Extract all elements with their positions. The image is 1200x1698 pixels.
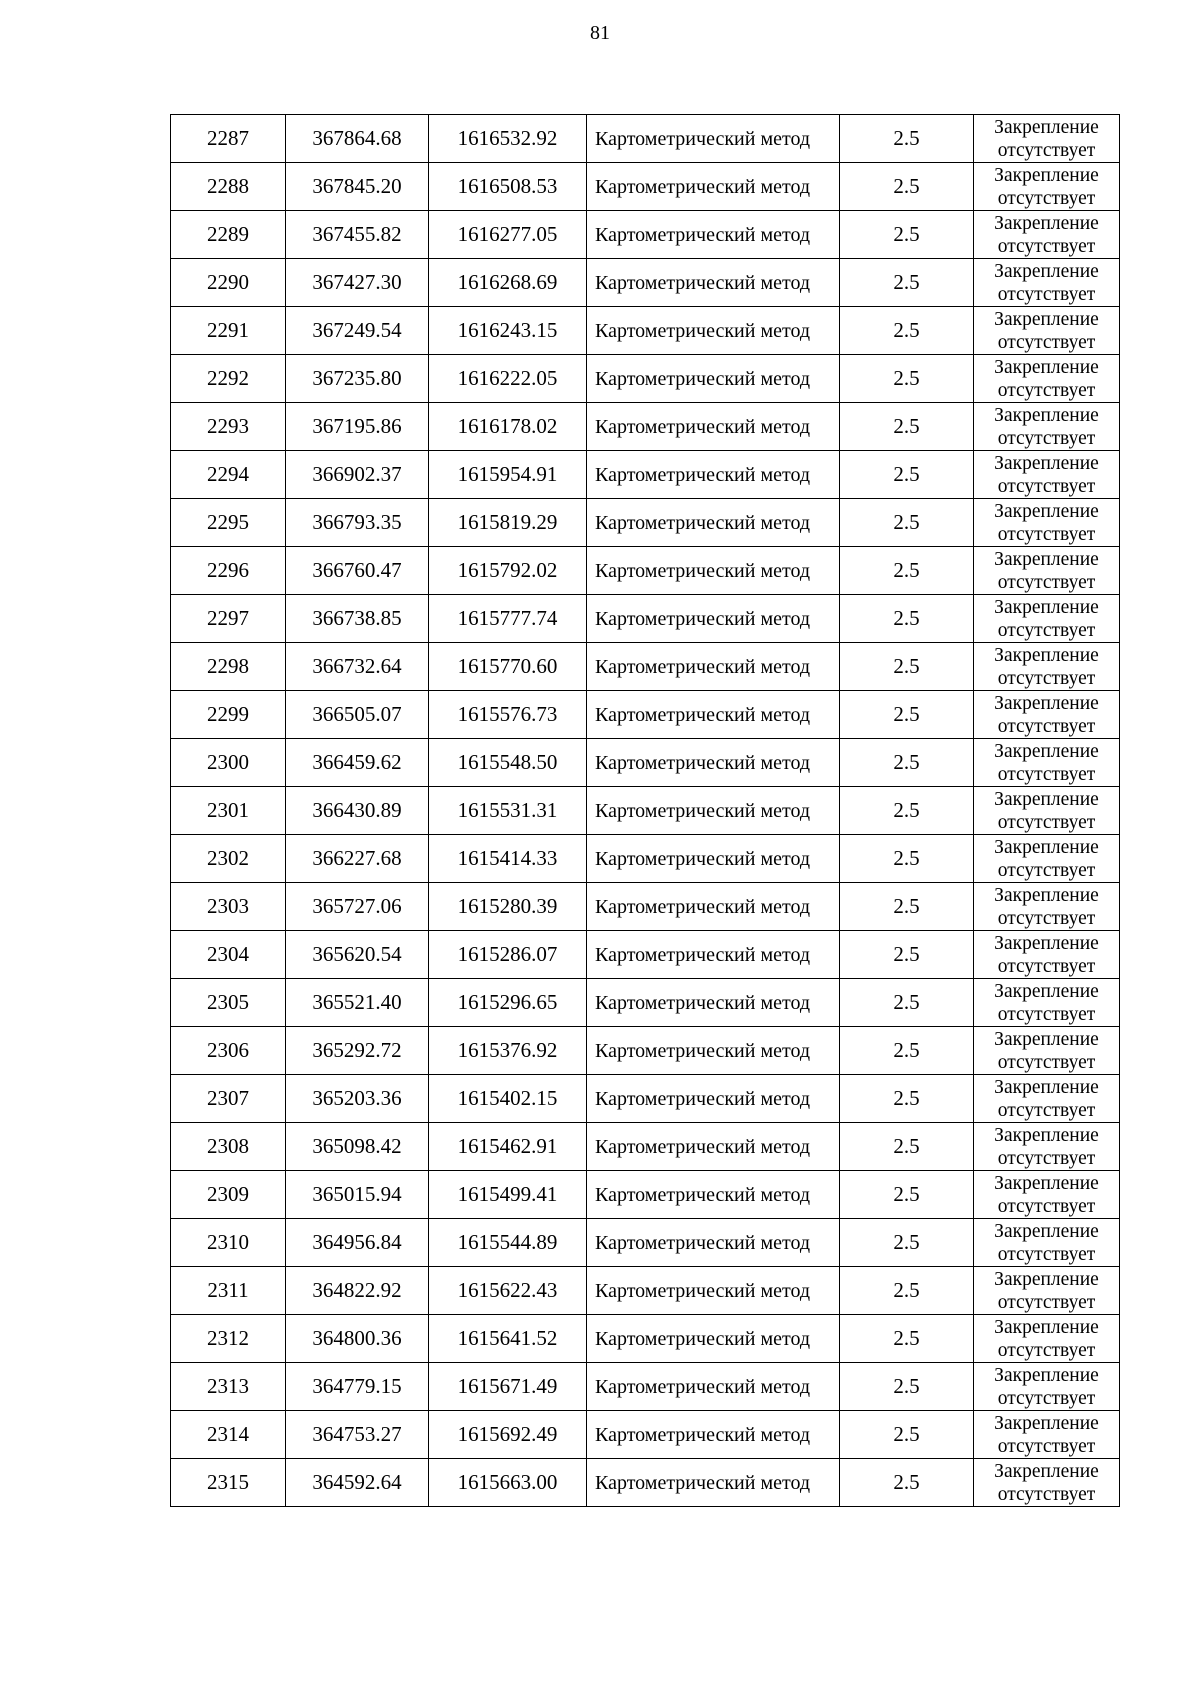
coordinate-y-cell: 1615671.49 — [429, 1363, 587, 1411]
table-row — [171, 211, 1120, 259]
method-cell: Картометрический метод — [587, 115, 840, 163]
fixation-line-1: Закрепление — [994, 1412, 1099, 1434]
coordinate-y-cell: 1615280.39 — [429, 883, 587, 931]
accuracy-cell: 2.5 — [840, 1027, 974, 1075]
fixation-cell — [974, 163, 1120, 211]
fixation-line-1: Закрепление — [994, 500, 1099, 522]
fixation-line-2: отсутствует — [997, 1243, 1096, 1265]
table-body — [171, 115, 1120, 1507]
table-row — [171, 787, 1120, 835]
accuracy-cell: 2.5 — [840, 787, 974, 835]
point-number-cell: 2309 — [171, 1171, 286, 1219]
table-row — [171, 1315, 1120, 1363]
coordinate-x-cell: 365292.72 — [286, 1027, 429, 1075]
point-number-cell: 2288 — [171, 163, 286, 211]
coordinate-y-cell: 1616178.02 — [429, 403, 587, 451]
coordinate-x-cell: 366760.47 — [286, 547, 429, 595]
point-number-cell: 2307 — [171, 1075, 286, 1123]
point-number-cell: 2294 — [171, 451, 286, 499]
fixation-line-2: отсутствует — [997, 283, 1096, 305]
accuracy-cell: 2.5 — [840, 499, 974, 547]
fixation-line-1: Закрепление — [994, 1028, 1099, 1050]
table-row — [171, 1027, 1120, 1075]
fixation-line-2: отсутствует — [997, 187, 1096, 209]
coordinate-y-cell: 1615414.33 — [429, 835, 587, 883]
point-number-cell: 2292 — [171, 355, 286, 403]
fixation-cell — [974, 1267, 1120, 1315]
fixation-line-1: Закрепление — [994, 740, 1099, 762]
fixation-line-1: Закрепление — [994, 644, 1099, 666]
fixation-cell — [974, 595, 1120, 643]
fixation-cell — [974, 1459, 1120, 1507]
fixation-cell — [974, 403, 1120, 451]
fixation-cell — [974, 691, 1120, 739]
table-row — [171, 403, 1120, 451]
point-number-cell: 2312 — [171, 1315, 286, 1363]
fixation-line-2: отсутствует — [997, 1099, 1096, 1121]
accuracy-cell: 2.5 — [840, 835, 974, 883]
page-number: 81 — [590, 22, 610, 44]
accuracy-cell: 2.5 — [840, 595, 974, 643]
coordinate-x-cell: 367195.86 — [286, 403, 429, 451]
accuracy-cell: 2.5 — [840, 1171, 974, 1219]
coordinate-y-cell: 1615286.07 — [429, 931, 587, 979]
accuracy-cell: 2.5 — [840, 1123, 974, 1171]
fixation-line-2: отсутствует — [997, 1051, 1096, 1073]
accuracy-cell: 2.5 — [840, 1459, 974, 1507]
fixation-cell — [974, 739, 1120, 787]
fixation-cell — [974, 355, 1120, 403]
accuracy-cell: 2.5 — [840, 739, 974, 787]
fixation-cell — [974, 1315, 1120, 1363]
fixation-line-1: Закрепление — [994, 1268, 1099, 1290]
accuracy-cell: 2.5 — [840, 403, 974, 451]
fixation-line-1: Закрепление — [994, 212, 1099, 234]
coordinate-x-cell: 365620.54 — [286, 931, 429, 979]
accuracy-cell: 2.5 — [840, 979, 974, 1027]
table-row — [171, 1123, 1120, 1171]
fixation-cell — [974, 1123, 1120, 1171]
fixation-line-2: отсутствует — [997, 1147, 1096, 1169]
point-number-cell: 2290 — [171, 259, 286, 307]
coordinate-x-cell: 364753.27 — [286, 1411, 429, 1459]
fixation-line-2: отсутствует — [997, 619, 1096, 641]
method-cell: Картометрический метод — [587, 1459, 840, 1507]
accuracy-cell: 2.5 — [840, 931, 974, 979]
fixation-line-2: отсутствует — [997, 427, 1096, 449]
fixation-line-2: отсутствует — [997, 475, 1096, 497]
accuracy-cell: 2.5 — [840, 307, 974, 355]
method-cell: Картометрический метод — [587, 547, 840, 595]
fixation-line-2: отсутствует — [997, 235, 1096, 257]
point-number-cell: 2303 — [171, 883, 286, 931]
coordinate-x-cell: 367249.54 — [286, 307, 429, 355]
coordinate-x-cell: 365727.06 — [286, 883, 429, 931]
coordinate-y-cell: 1616222.05 — [429, 355, 587, 403]
fixation-line-2: отсутствует — [997, 763, 1096, 785]
accuracy-cell: 2.5 — [840, 547, 974, 595]
table-row — [171, 307, 1120, 355]
table-row — [171, 1411, 1120, 1459]
method-cell: Картометрический метод — [587, 1315, 840, 1363]
method-cell: Картометрический метод — [587, 835, 840, 883]
coordinate-y-cell: 1615777.74 — [429, 595, 587, 643]
table-row — [171, 163, 1120, 211]
fixation-cell — [974, 211, 1120, 259]
table-row — [171, 835, 1120, 883]
accuracy-cell: 2.5 — [840, 1411, 974, 1459]
coordinate-y-cell: 1615548.50 — [429, 739, 587, 787]
table-row — [171, 451, 1120, 499]
method-cell: Картометрический метод — [587, 211, 840, 259]
point-number-cell: 2310 — [171, 1219, 286, 1267]
fixation-line-2: отсутствует — [997, 1195, 1096, 1217]
fixation-line-2: отсутствует — [997, 859, 1096, 881]
table-row — [171, 979, 1120, 1027]
table-row — [171, 355, 1120, 403]
fixation-cell — [974, 1363, 1120, 1411]
table-row — [171, 643, 1120, 691]
table-row — [171, 931, 1120, 979]
point-number-cell: 2306 — [171, 1027, 286, 1075]
method-cell: Картометрический метод — [587, 595, 840, 643]
coordinate-x-cell: 366902.37 — [286, 451, 429, 499]
fixation-cell — [974, 451, 1120, 499]
table-row — [171, 499, 1120, 547]
accuracy-cell: 2.5 — [840, 451, 974, 499]
fixation-line-1: Закрепление — [994, 596, 1099, 618]
accuracy-cell: 2.5 — [840, 211, 974, 259]
coordinate-x-cell: 365203.36 — [286, 1075, 429, 1123]
point-number-cell: 2300 — [171, 739, 286, 787]
coordinate-x-cell: 367864.68 — [286, 115, 429, 163]
coordinate-y-cell: 1615641.52 — [429, 1315, 587, 1363]
coordinate-x-cell: 366793.35 — [286, 499, 429, 547]
point-number-cell: 2298 — [171, 643, 286, 691]
fixation-line-1: Закрепление — [994, 692, 1099, 714]
fixation-cell — [974, 787, 1120, 835]
fixation-line-1: Закрепление — [994, 1460, 1099, 1482]
point-number-cell: 2289 — [171, 211, 286, 259]
accuracy-cell: 2.5 — [840, 1267, 974, 1315]
fixation-line-1: Закрепление — [994, 980, 1099, 1002]
coordinate-y-cell: 1615663.00 — [429, 1459, 587, 1507]
coordinate-x-cell: 366459.62 — [286, 739, 429, 787]
coordinate-x-cell: 366430.89 — [286, 787, 429, 835]
point-number-cell: 2315 — [171, 1459, 286, 1507]
method-cell: Картометрический метод — [587, 1267, 840, 1315]
fixation-cell — [974, 115, 1120, 163]
table-row — [171, 1267, 1120, 1315]
point-number-cell: 2287 — [171, 115, 286, 163]
coordinate-x-cell: 365521.40 — [286, 979, 429, 1027]
table-row — [171, 547, 1120, 595]
table-row — [171, 883, 1120, 931]
accuracy-cell: 2.5 — [840, 1075, 974, 1123]
accuracy-cell: 2.5 — [840, 691, 974, 739]
fixation-line-1: Закрепление — [994, 452, 1099, 474]
method-cell: Картометрический метод — [587, 691, 840, 739]
fixation-line-2: отсутствует — [997, 1003, 1096, 1025]
method-cell: Картометрический метод — [587, 1027, 840, 1075]
point-number-cell: 2295 — [171, 499, 286, 547]
method-cell: Картометрический метод — [587, 1123, 840, 1171]
fixation-line-1: Закрепление — [994, 1172, 1099, 1194]
table-row — [171, 739, 1120, 787]
coordinate-y-cell: 1615576.73 — [429, 691, 587, 739]
fixation-line-2: отсутствует — [997, 667, 1096, 689]
coordinate-x-cell: 365015.94 — [286, 1171, 429, 1219]
method-cell: Картометрический метод — [587, 1363, 840, 1411]
table-row — [171, 691, 1120, 739]
accuracy-cell: 2.5 — [840, 163, 974, 211]
fixation-line-1: Закрепление — [994, 308, 1099, 330]
coordinate-y-cell: 1616277.05 — [429, 211, 587, 259]
fixation-cell — [974, 1411, 1120, 1459]
fixation-cell — [974, 259, 1120, 307]
fixation-line-1: Закрепление — [994, 932, 1099, 954]
coordinate-x-cell: 364592.64 — [286, 1459, 429, 1507]
fixation-line-2: отсутствует — [997, 331, 1096, 353]
point-number-cell: 2304 — [171, 931, 286, 979]
coordinate-x-cell: 364822.92 — [286, 1267, 429, 1315]
method-cell: Картометрический метод — [587, 739, 840, 787]
coordinate-y-cell: 1616243.15 — [429, 307, 587, 355]
coordinate-x-cell: 367455.82 — [286, 211, 429, 259]
coordinate-x-cell: 366227.68 — [286, 835, 429, 883]
fixation-line-2: отсутствует — [997, 907, 1096, 929]
fixation-cell — [974, 931, 1120, 979]
fixation-cell — [974, 1219, 1120, 1267]
table-row — [171, 1363, 1120, 1411]
fixation-line-1: Закрепление — [994, 1220, 1099, 1242]
method-cell: Картометрический метод — [587, 259, 840, 307]
fixation-line-1: Закрепление — [994, 836, 1099, 858]
coordinate-x-cell: 364800.36 — [286, 1315, 429, 1363]
coordinate-y-cell: 1615462.91 — [429, 1123, 587, 1171]
accuracy-cell: 2.5 — [840, 883, 974, 931]
table-row — [171, 1171, 1120, 1219]
fixation-line-2: отсутствует — [997, 1339, 1096, 1361]
point-number-cell: 2308 — [171, 1123, 286, 1171]
fixation-line-2: отсутствует — [997, 1291, 1096, 1313]
method-cell: Картометрический метод — [587, 787, 840, 835]
point-number-cell: 2311 — [171, 1267, 286, 1315]
point-number-cell: 2313 — [171, 1363, 286, 1411]
fixation-cell — [974, 835, 1120, 883]
point-number-cell: 2296 — [171, 547, 286, 595]
coordinate-x-cell: 367845.20 — [286, 163, 429, 211]
coordinate-x-cell: 367235.80 — [286, 355, 429, 403]
method-cell: Картометрический метод — [587, 1411, 840, 1459]
fixation-line-2: отсутствует — [997, 1435, 1096, 1457]
fixation-line-1: Закрепление — [994, 1076, 1099, 1098]
coordinate-y-cell: 1615544.89 — [429, 1219, 587, 1267]
fixation-line-2: отсутствует — [997, 1483, 1096, 1505]
accuracy-cell: 2.5 — [840, 355, 974, 403]
point-number-cell: 2299 — [171, 691, 286, 739]
fixation-line-1: Закрепление — [994, 116, 1099, 138]
coordinate-x-cell: 364956.84 — [286, 1219, 429, 1267]
accuracy-cell: 2.5 — [840, 1219, 974, 1267]
point-number-cell: 2297 — [171, 595, 286, 643]
table-row — [171, 595, 1120, 643]
method-cell: Картометрический метод — [587, 163, 840, 211]
table-row — [171, 115, 1120, 163]
fixation-cell — [974, 307, 1120, 355]
point-number-cell: 2302 — [171, 835, 286, 883]
fixation-cell — [974, 883, 1120, 931]
method-cell: Картометрический метод — [587, 931, 840, 979]
coordinate-y-cell: 1615402.15 — [429, 1075, 587, 1123]
fixation-line-2: отсутствует — [997, 571, 1096, 593]
table-row — [171, 259, 1120, 307]
fixation-line-1: Закрепление — [994, 404, 1099, 426]
coordinate-x-cell: 366732.64 — [286, 643, 429, 691]
point-number-cell: 2291 — [171, 307, 286, 355]
accuracy-cell: 2.5 — [840, 1363, 974, 1411]
point-number-cell: 2293 — [171, 403, 286, 451]
coordinate-x-cell: 364779.15 — [286, 1363, 429, 1411]
method-cell: Картометрический метод — [587, 307, 840, 355]
coordinate-y-cell: 1616268.69 — [429, 259, 587, 307]
fixation-line-1: Закрепление — [994, 884, 1099, 906]
coordinate-y-cell: 1615770.60 — [429, 643, 587, 691]
point-number-cell: 2301 — [171, 787, 286, 835]
fixation-line-2: отсутствует — [997, 1387, 1096, 1409]
method-cell: Картометрический метод — [587, 1075, 840, 1123]
coordinate-x-cell: 367427.30 — [286, 259, 429, 307]
point-number-cell: 2314 — [171, 1411, 286, 1459]
accuracy-cell: 2.5 — [840, 1315, 974, 1363]
method-cell: Картометрический метод — [587, 355, 840, 403]
method-cell: Картометрический метод — [587, 451, 840, 499]
coordinate-y-cell: 1615954.91 — [429, 451, 587, 499]
fixation-line-1: Закрепление — [994, 260, 1099, 282]
fixation-line-1: Закрепление — [994, 1124, 1099, 1146]
accuracy-cell: 2.5 — [840, 643, 974, 691]
fixation-line-2: отсутствует — [997, 955, 1096, 977]
fixation-cell — [974, 643, 1120, 691]
fixation-cell — [974, 499, 1120, 547]
coordinates-table — [170, 114, 1120, 1507]
accuracy-cell: 2.5 — [840, 259, 974, 307]
coordinate-x-cell: 366505.07 — [286, 691, 429, 739]
coordinate-y-cell: 1615819.29 — [429, 499, 587, 547]
fixation-cell — [974, 1027, 1120, 1075]
fixation-line-1: Закрепление — [994, 164, 1099, 186]
method-cell: Картометрический метод — [587, 643, 840, 691]
method-cell: Картометрический метод — [587, 1171, 840, 1219]
coordinate-y-cell: 1615531.31 — [429, 787, 587, 835]
coordinate-x-cell: 365098.42 — [286, 1123, 429, 1171]
fixation-line-1: Закрепление — [994, 356, 1099, 378]
method-cell: Картометрический метод — [587, 1219, 840, 1267]
fixation-line-1: Закрепление — [994, 1316, 1099, 1338]
accuracy-cell: 2.5 — [840, 115, 974, 163]
coordinate-y-cell: 1615376.92 — [429, 1027, 587, 1075]
fixation-cell — [974, 547, 1120, 595]
coordinate-y-cell: 1616532.92 — [429, 115, 587, 163]
fixation-line-2: отсутствует — [997, 811, 1096, 833]
coordinate-y-cell: 1615792.02 — [429, 547, 587, 595]
fixation-line-1: Закрепление — [994, 1364, 1099, 1386]
coordinate-y-cell: 1615622.43 — [429, 1267, 587, 1315]
coordinate-y-cell: 1615296.65 — [429, 979, 587, 1027]
coordinate-y-cell: 1616508.53 — [429, 163, 587, 211]
fixation-cell — [974, 1171, 1120, 1219]
fixation-line-2: отсутствует — [997, 139, 1096, 161]
method-cell: Картометрический метод — [587, 499, 840, 547]
table-row — [171, 1459, 1120, 1507]
method-cell: Картометрический метод — [587, 883, 840, 931]
point-number-cell: 2305 — [171, 979, 286, 1027]
fixation-cell — [974, 1075, 1120, 1123]
coordinate-x-cell: 366738.85 — [286, 595, 429, 643]
fixation-cell — [974, 979, 1120, 1027]
method-cell: Картометрический метод — [587, 403, 840, 451]
coordinate-y-cell: 1615692.49 — [429, 1411, 587, 1459]
fixation-line-1: Закрепление — [994, 788, 1099, 810]
fixation-line-2: отсутствует — [997, 715, 1096, 737]
table-row — [171, 1075, 1120, 1123]
fixation-line-2: отсутствует — [997, 379, 1096, 401]
fixation-line-2: отсутствует — [997, 523, 1096, 545]
table-row — [171, 1219, 1120, 1267]
coordinate-y-cell: 1615499.41 — [429, 1171, 587, 1219]
fixation-line-1: Закрепление — [994, 548, 1099, 570]
method-cell: Картометрический метод — [587, 979, 840, 1027]
